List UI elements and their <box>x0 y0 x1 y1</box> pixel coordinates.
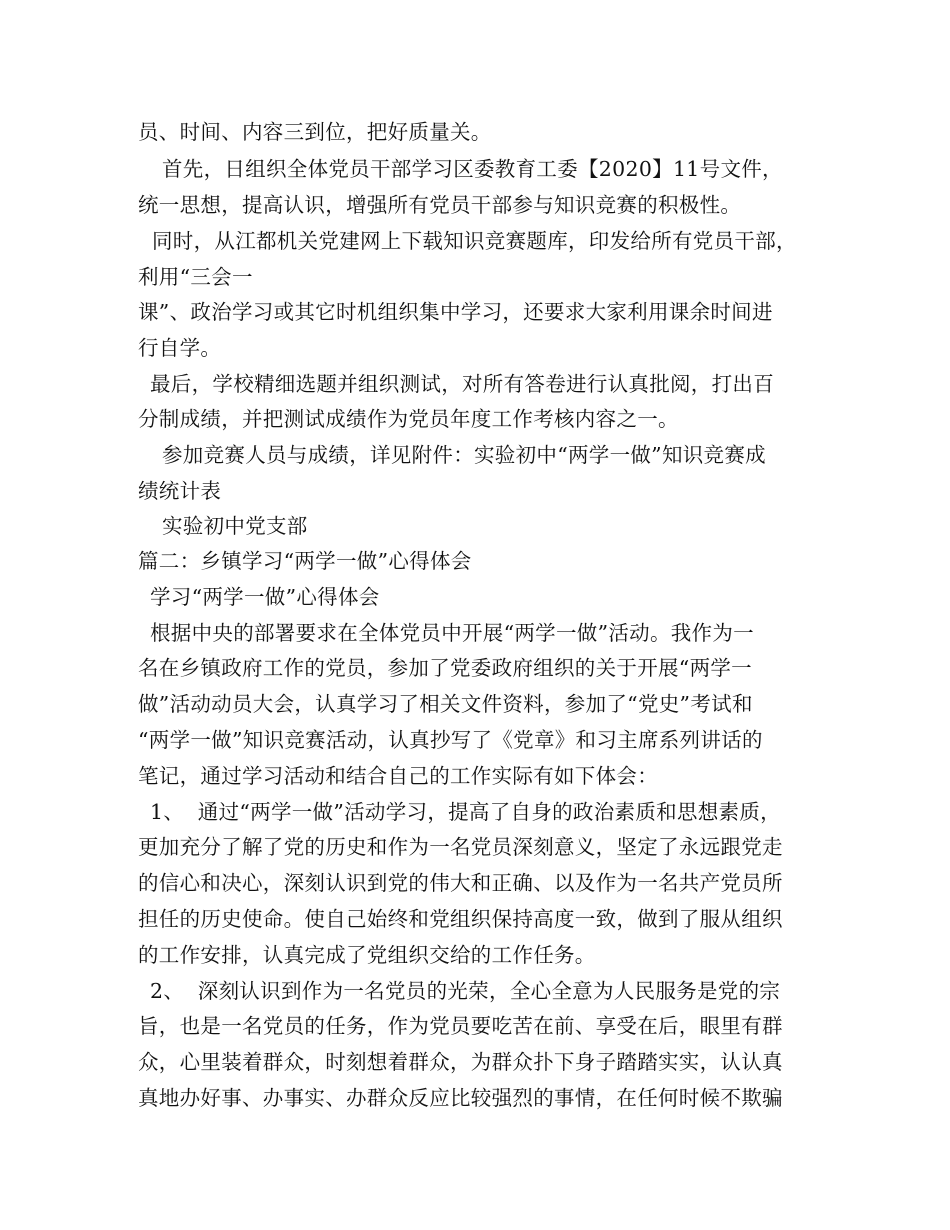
text-line-22: 的信心和决心，深刻认识到党的伟大和正确、以及作为一名共产党员所 <box>138 871 783 895</box>
text-line-15: 根据中央的部署要求在全体党员中开展“两学一做”活动。我作为一 <box>150 621 754 645</box>
text-line-27: 众，心里装着群众，时刻想着群众，为群众扑下身子踏踏实实，认认真 <box>138 1050 783 1074</box>
text-line-23: 担任的历史使命。使自己始终和党组织保持高度一致，做到了服从组织 <box>138 907 783 931</box>
article-title: 学习“两学一做”心得体会 <box>150 585 380 609</box>
text-line-7: 行自学。 <box>138 336 222 360</box>
text-line-5: 利用“三会一 <box>138 265 253 289</box>
text-line-19: 笔记，通过学习活动和结合自己的工作实际有如下体会： <box>138 764 658 788</box>
text-line-6: 课”、政治学习或其它时机组织集中学习，还要求大家利用课余时间进 <box>138 300 773 324</box>
section-heading: 篇二：乡镇学习“两学一做”心得体会 <box>138 549 472 573</box>
text-line-26: 旨，也是一名党员的任务，作为党员要吃苦在前、享受在后，眼里有群 <box>138 1014 783 1038</box>
text-line-11: 绩统计表 <box>138 479 222 503</box>
text-line-4: 同时，从江都机关党建网上下载知识竞赛题库，印发给所有党员干部， <box>152 229 797 253</box>
text-line-3: 统一思想，提高认识，增强所有党员干部参与知识竞赛的积极性。 <box>138 193 742 217</box>
text-line-12: 实验初中党支部 <box>162 514 308 538</box>
text-line-20: 1、 通过“两学一做”活动学习，提高了自身的政治素质和思想素质， <box>150 800 781 824</box>
text-line-28: 真地办好事、办事实、办群众反应比较强烈的事情，在任何时候不欺骗 <box>138 1086 783 1110</box>
text-line-16: 名在乡镇政府工作的党员，参加了党委政府组织的关于开展“两学一 <box>138 656 752 680</box>
text-line-17: 做”活动动员大会，认真学习了相关文件资料，参加了“党史”考试和 <box>138 692 753 716</box>
text-line-24: 的工作安排，认真完成了党组织交给的工作任务。 <box>138 943 596 967</box>
text-line-25: 2、 深刻认识到作为一名党员的光荣，全心全意为人民服务是党的宗 <box>150 979 781 1003</box>
text-line-18: “两学一做”知识竞赛活动，认真抄写了《党章》和习主席系列讲话的 <box>138 728 763 752</box>
text-line-8: 最后，学校精细选题并组织测试，对所有答卷进行认真批阅，打出百 <box>150 372 774 396</box>
text-line-2: 首先，日组织全体党员干部学习区委教育工委【2020】11号文件， <box>162 157 783 181</box>
text-line-9: 分制成绩，并把测试成绩作为党员年度工作考核内容之一。 <box>138 407 679 431</box>
text-line-21: 更加充分了解了党的历史和作为一名党员深刻意义，坚定了永远跟党走 <box>138 835 783 859</box>
text-line-10: 参加竞赛人员与成绩，详见附件：实验初中“两学一做”知识竞赛成 <box>162 443 766 467</box>
text-line-1: 员、时间、内容三到位，把好质量关。 <box>138 120 492 144</box>
